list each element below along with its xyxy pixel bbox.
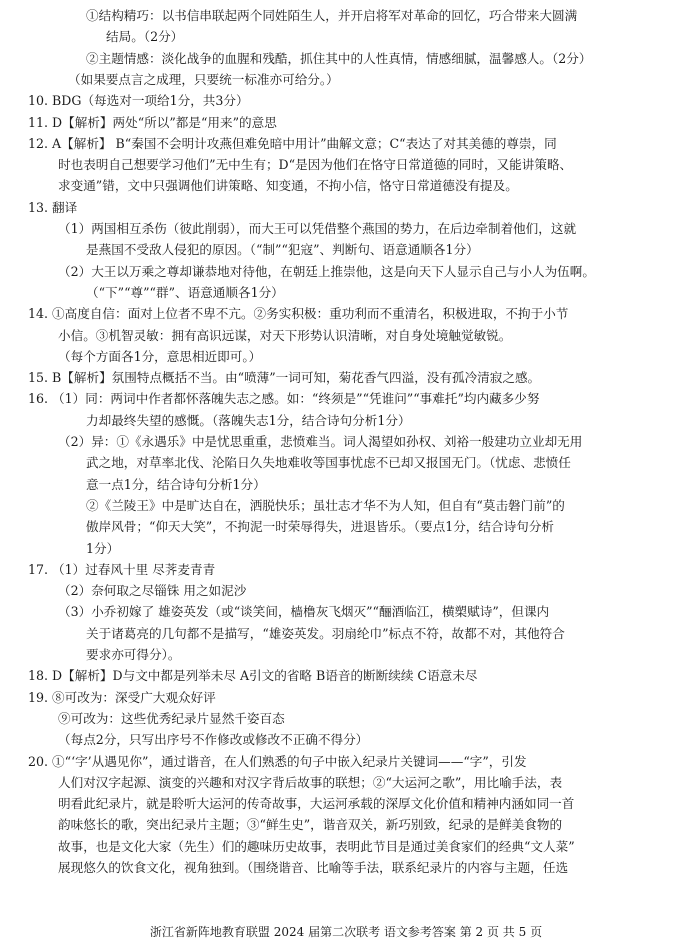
text-line: 明看此纪录片，就是聆听大运河的传奇故事，大运河承载的深厚文化价值和精神内涵如同一首 xyxy=(58,796,575,812)
text-line: 人们对汉字起源、演变的兴趣和对汉字背后故事的联想；②“大运河之歌”，用比喻手法，表 xyxy=(58,774,563,790)
text-line: ①结构精巧：以书信串联起两个同姓陌生人，并开启将军对革命的回忆，巧合带来大圆满 xyxy=(86,8,578,23)
text-line: （如果要点言之成理，只要统一标准亦可给分。） xyxy=(68,71,339,87)
text-line: 19. ⑧可改为：深受广大观众好评 xyxy=(28,689,216,705)
text-line: 结局。（2分） xyxy=(106,29,184,45)
text-line: 15. B【解析】氛围特点概括不当。由“喷薄”一词可知，菊花香气四溢，没有孤冷清寂之感。 xyxy=(28,370,541,386)
text-line: ②主题情感：淡化战争的血腥和残酷，抓住其中的人性真情，情感细腻，温馨感人。（2分） xyxy=(86,50,592,66)
text-line: （“下”“尊”“群”、语意通顺各1分） xyxy=(86,284,284,300)
text-line: 武之地，对草率北伐、沦陷日久失地难收等国事忧虑不已却又报国无门。（忧虑、悲愤任 xyxy=(86,455,571,471)
text-line: 1分） xyxy=(86,540,120,556)
text-line: （1）两国相互杀伤（彼此削弱），而大王可以凭借整个燕国的势力，在后边牵制着他们，这就 xyxy=(58,221,577,236)
text-line: 关于诸葛亮的几句都不是描写，“雄姿英发。羽扇纶巾”标点不符，故都不对，其他符合 xyxy=(86,625,565,641)
text-line: 20. ①“‘字’从遇见你”，通过谐音，在人们熟悉的句子中嵌入纪录片关键词——“字”，引发 xyxy=(28,753,527,769)
text-line: 13. 翻译 xyxy=(28,199,78,215)
text-line: 10. BDG（每选对一项给1分，共3分） xyxy=(28,93,249,109)
text-line: （2）奈何取之尽锱铢 用之如泥沙 xyxy=(58,583,247,599)
text-line: 要求亦可得分）。 xyxy=(86,647,181,662)
text-line: （每个方面各1分，意思相近即可。） xyxy=(58,348,262,364)
text-line: 傲岸风骨；“仰天大笑”，不拘泥一时荣辱得失，进退皆乐。（要点1分，结合诗句分析 xyxy=(86,519,554,535)
text-line: 11. D【解析】两处“所以”都是“用来”的意思 xyxy=(28,114,277,130)
text-line: 16. （1）同：两词中作者都怀落魄失志之感。如：“终须是”“凭谁问”“事难托”均内藏多少努 xyxy=(28,391,540,407)
text-line: 小信。③机智灵敏：拥有高识远谋，对天下形势认识清晰，对自身处境触觉敏锐。 xyxy=(58,327,512,343)
text-line: ②《兰陵王》中是旷达自在，洒脱快乐；虽壮志才华不为人知，但自有“莫击磐门前”的 xyxy=(86,497,565,513)
text-line: 求变通”错，文中只强调他们讲策略、知变通，不拘小信，恪守日常道德没有提及。 xyxy=(58,178,518,194)
page-footer: 浙江省新阵地教育联盟 2024 届第二次联考 语文参考答案 第 2 页 共 5 页 xyxy=(149,925,543,939)
text-line: （3）小乔初嫁了 雄姿英发（或“谈笑间，樯橹灰飞烟灭”“酾酒临江，横槊赋诗”，但课内 xyxy=(58,604,550,620)
text-line: 18. D【解析】D与文中都是列举未尽 A引文的省略 B语音的断断续续 C语意未尽 xyxy=(28,668,478,684)
text-line: 14. ①高度自信：面对上位者不卑不亢。②务实积极：重功利而不重清名，积极进取，不拘于小节 xyxy=(28,306,569,322)
text-line: 意一点1分，结合诗句分析1分） xyxy=(86,476,266,492)
text-line: ⑨可改为：这些优秀纪录片显然千姿百态 xyxy=(58,710,285,726)
text-line: 展现悠久的饮食文化，视角独到。（围绕谐音、比喻等手法，联系纪录片的内容与主题，任选 xyxy=(58,860,569,875)
text-line: 时也表明自己想要学习他们”无中生有；D“是因为他们在恪守日常道德的同时，又能讲策略、 xyxy=(58,157,573,173)
text-line: 力却最终失望的感慨。（落魄失志1分，结合诗句分析1分） xyxy=(86,412,411,428)
text-line: 17. （1）过春风十里 尽荠麦青青 xyxy=(28,561,216,577)
text-line: （2）异：①《永遇乐》中是忧思重重，悲愤难当。词人渴望如孙权、刘裕一般建功立业却无用 xyxy=(58,434,583,449)
text-line: 是燕国不受敌人侵犯的原因。（“制”“犯寇”、判断句、语意通顺各1分） xyxy=(86,242,479,258)
text-line: （每点2分，只写出序号不作修改或修改不正确不得分） xyxy=(58,732,369,748)
text-line: （2）大王以万乘之尊却谦恭地对待他，在朝廷上推崇他，这是向天下人显示自己与小人为伍啊。 xyxy=(58,263,595,279)
text-line: 韵味悠长的歌，突出纪录片主题；③“鲜生史”，谐音双关，新巧别致，纪录的是鲜美食物的 xyxy=(58,817,563,833)
text-line: 故事，也是文化大家（先生）们的趣味历史故事，表明此节目是通过美食家们的经典“文人菜” xyxy=(58,838,575,854)
text-line: 12. A【解析】 B“秦国不会明计攻燕但难免暗中用计”曲解文意；C“表达了对其美德的尊崇，同 xyxy=(28,135,557,151)
